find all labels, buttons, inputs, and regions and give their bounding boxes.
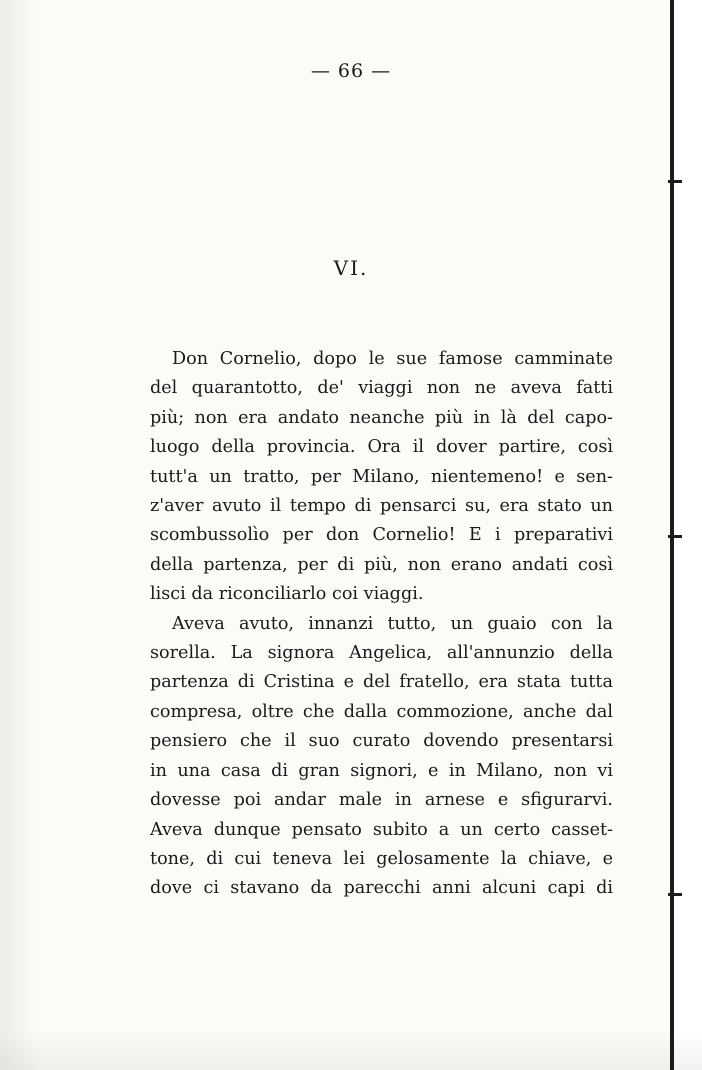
edge-mark — [668, 893, 682, 896]
body-text — [150, 345, 613, 904]
text-line: tutt'a un tratto, per Milano, nientemeno! e sen- — [150, 466, 613, 487]
edge-mark — [668, 180, 682, 183]
page-number: — 66 — — [310, 60, 392, 82]
text-line: partenza di Cristina e del fratello, era stata tutta — [150, 672, 613, 693]
text-line: Aveva dunque pensato subito a un certo casset- — [150, 819, 613, 840]
text-line: z'aver avuto il tempo di pensarci su, era stato un — [150, 496, 613, 517]
text-line: in una casa di gran signori, e in Milano, non vi — [150, 760, 613, 781]
text-line: della partenza, per di più, non erano andati così — [150, 554, 613, 575]
text-line: compresa, oltre che dalla commozione, anche dal — [150, 701, 613, 722]
edge-mark — [668, 535, 682, 538]
text-line: Aveva avuto, innanzi tutto, un guaio con la — [172, 613, 613, 634]
text-line: luogo della provincia. Ora il dover partire, così — [150, 437, 613, 458]
text-line: più; non era andato neanche più in là del capo- — [150, 407, 613, 428]
text-line: del quarantotto, de' viaggi non ne aveva fatti — [150, 378, 613, 399]
text-line: sorella. La signora Angelica, all'annunzio della — [150, 643, 613, 664]
text-line: pensiero che il suo curato dovendo presentarsi — [150, 731, 613, 752]
text-line: lisci da riconciliarlo coi viaggi. — [150, 584, 424, 605]
text-line: Don Cornelio, dopo le sue famose camminate — [172, 349, 613, 369]
text-line: tone, di cui teneva lei gelosamente la chiave, e — [150, 848, 613, 869]
text-line: scombussolìo per don Cornelio! E i preparativi — [150, 525, 613, 546]
text-line: dovesse poi andar male in arnese e sfigurarvi. — [150, 790, 613, 811]
text-line: dove ci stavano da parecchi anni alcuni capi di — [150, 878, 613, 899]
chapter-heading: VI. — [333, 256, 369, 280]
